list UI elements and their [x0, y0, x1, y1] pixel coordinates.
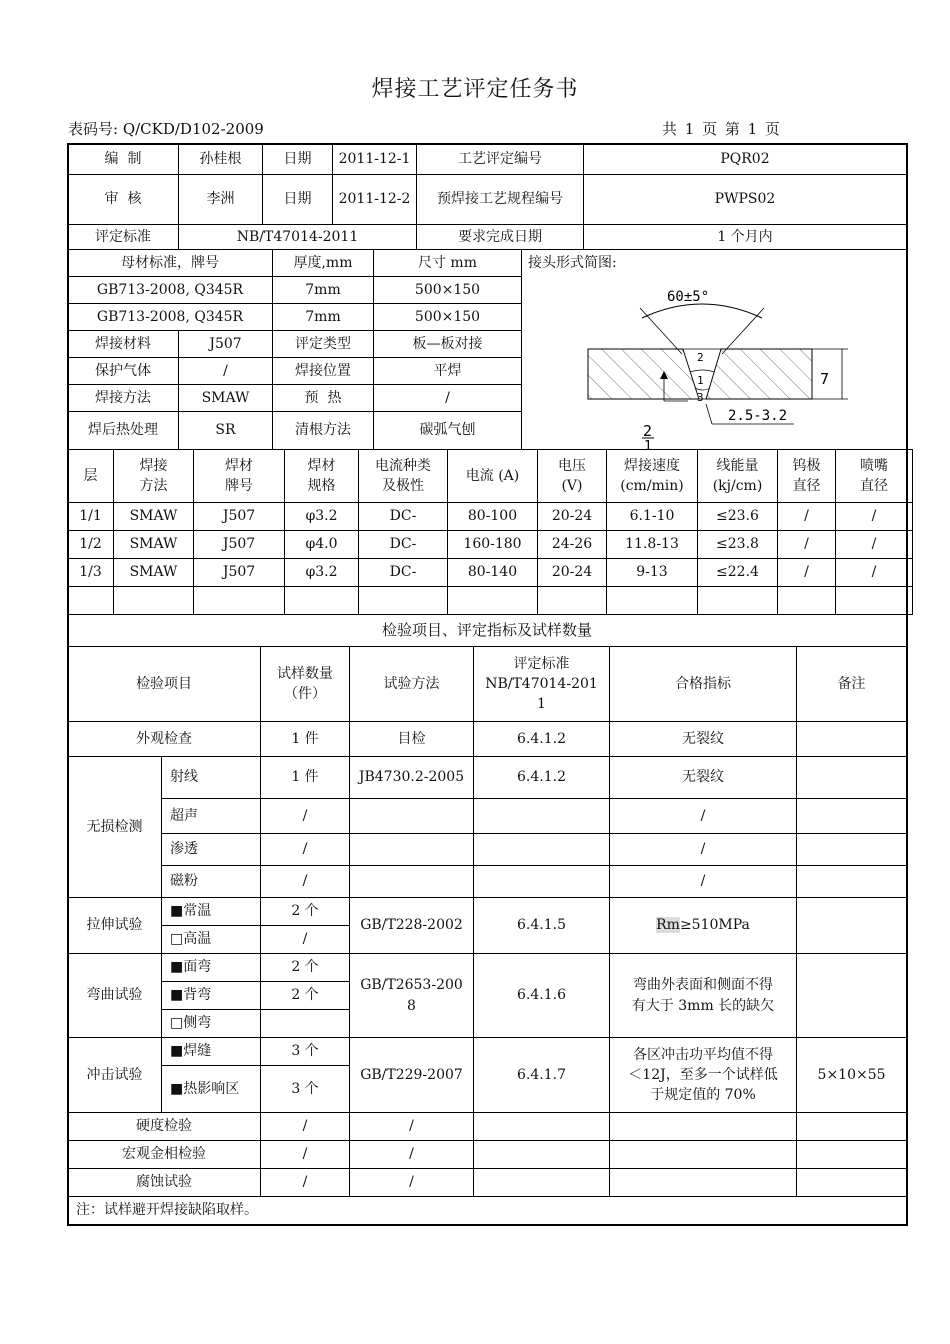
- tensile-high-option: □高温: [162, 926, 261, 954]
- unchecked-box-icon: □: [170, 931, 184, 948]
- gap-leader: [706, 404, 712, 424]
- mt-label: 磁粉: [162, 866, 261, 898]
- groove-leader-right: [722, 308, 764, 354]
- standard-label: 评定标准: [68, 225, 179, 250]
- empty-cell: [285, 587, 359, 615]
- checked-box-icon: ■: [170, 987, 184, 1004]
- impact-haz-qty: 3 个: [261, 1066, 350, 1113]
- corrosion-method: /: [350, 1169, 474, 1197]
- form-number: 表码号: Q/CKD/D102-2009: [68, 120, 264, 138]
- pass-table: [67, 449, 913, 615]
- material-header: 母材标准，牌号: [68, 250, 273, 277]
- tensile-criteria: Rm≥510MPa: [610, 898, 797, 954]
- empty-cell: [68, 587, 114, 615]
- bend-face-qty: 2 个: [261, 954, 350, 982]
- corrosion-qty: /: [261, 1169, 350, 1197]
- method-label: 焊接方法: [68, 385, 179, 412]
- impact-std: 6.4.1.7: [474, 1038, 610, 1113]
- mt-method: [350, 866, 474, 898]
- groove-leader-left: [640, 308, 682, 354]
- filler-value: J507: [179, 331, 273, 358]
- left-plate: [588, 349, 699, 399]
- layer-cell: 1/3: [68, 559, 114, 587]
- hardness-qty: /: [261, 1113, 350, 1141]
- remark-header: 备注: [797, 647, 907, 722]
- empty-cell: [797, 1113, 907, 1141]
- empty-cell: [797, 1141, 907, 1169]
- method-cell: SMAW: [114, 559, 194, 587]
- mt-std: [474, 866, 610, 898]
- brand-cell: J507: [194, 559, 285, 587]
- header-table: [67, 144, 907, 250]
- review-label: 审 核: [68, 175, 179, 225]
- review-date: 2011-12-2: [333, 175, 417, 225]
- heat-input-cell: ≤23.6: [698, 503, 778, 531]
- gas-value: /: [179, 358, 273, 385]
- position-value: 平焊: [374, 358, 522, 385]
- speed-header: 焊接速度 (cm/min): [607, 450, 698, 503]
- nozzle-header: 喷嘴 直径: [836, 450, 913, 503]
- current-cell: 80-140: [448, 559, 538, 587]
- checked-box-icon: ■: [170, 959, 184, 976]
- criteria-header: 合格指标: [610, 647, 797, 722]
- current-cell: 160-180: [448, 531, 538, 559]
- pwht-value: SR: [179, 412, 273, 450]
- tensile-remark: [797, 898, 907, 954]
- qty-header: 试样数量 （件）: [261, 647, 350, 722]
- layer-cell: 1/2: [68, 531, 114, 559]
- joint-diagram-label: 接头形式简图:: [528, 255, 617, 271]
- empty-cell: [610, 1141, 797, 1169]
- size-cell: 500×150: [374, 304, 522, 331]
- pt-label: 渗透: [162, 834, 261, 866]
- heat-input-header: 线能量 (kj/cm): [698, 450, 778, 503]
- bend-root-qty: 2 个: [261, 982, 350, 1010]
- layer-cell: 1/1: [68, 503, 114, 531]
- size-header: 尺寸 mm: [374, 250, 522, 277]
- speed-cell: 11.8-13: [607, 531, 698, 559]
- filler-label: 焊接材料: [68, 331, 179, 358]
- empty-cell: [114, 587, 194, 615]
- tensile-high-qty: /: [261, 926, 350, 954]
- backgouge-value: 碳弧气刨: [374, 412, 522, 450]
- corrosion-item: 腐蚀试验: [68, 1169, 261, 1197]
- rt-qty: 1 件: [261, 757, 350, 799]
- due-label: 要求完成日期: [417, 225, 584, 250]
- heat-input-cell: ≤22.4: [698, 559, 778, 587]
- side-bottom-text: 1: [644, 439, 652, 450]
- eval-type-label: 评定类型: [273, 331, 374, 358]
- bend-side-qty: [261, 1010, 350, 1038]
- joint-diagram-cell: [522, 250, 907, 450]
- macro-method: /: [350, 1141, 474, 1169]
- thickness-header: 厚度,mm: [273, 250, 374, 277]
- polarity-header: 电流种类 及极性: [359, 450, 448, 503]
- mt-remark: [797, 866, 907, 898]
- checked-box-icon: ■: [170, 903, 184, 920]
- voltage-cell: 24-26: [538, 531, 607, 559]
- pqr-label: 工艺评定编号: [417, 145, 584, 175]
- tungsten-cell: /: [778, 531, 836, 559]
- impact-group: 冲击试验: [68, 1038, 162, 1113]
- date-label: 日期: [263, 175, 333, 225]
- empty-cell: [474, 1141, 610, 1169]
- pt-std: [474, 834, 610, 866]
- table-row: [68, 587, 913, 615]
- method-header: 焊接 方法: [114, 450, 194, 503]
- standard-value: NB/T47014-2011: [179, 225, 417, 250]
- visual-qty: 1 件: [261, 722, 350, 757]
- document-title: 焊接工艺评定任务书: [371, 77, 579, 102]
- due-value: 1 个月内: [584, 225, 907, 250]
- gap-text: 2.5-3.2: [728, 408, 788, 424]
- voltage-header: 电压 (V): [538, 450, 607, 503]
- footnote: 注：试样避开焊接缺陷取样。: [68, 1197, 907, 1225]
- tensile-room-qty: 2 个: [261, 898, 350, 926]
- polarity-cell: DC-: [359, 503, 448, 531]
- pt-remark: [797, 834, 907, 866]
- impact-weld-qty: 3 个: [261, 1038, 350, 1066]
- bend-method: GB/T2653-200 8: [350, 954, 474, 1038]
- ut-method: [350, 799, 474, 834]
- ndt-group: 无损检测: [68, 757, 162, 898]
- thickness-text: 7: [820, 370, 830, 388]
- material-cell: GB713-2008, Q345R: [68, 277, 273, 304]
- empty-cell: [610, 1113, 797, 1141]
- joint-diagram: [522, 250, 902, 450]
- material-cell: GB713-2008, Q345R: [68, 304, 273, 331]
- date-label: 日期: [263, 145, 333, 175]
- thickness-cell: 7mm: [273, 277, 374, 304]
- method-cell: SMAW: [114, 503, 194, 531]
- pt-qty: /: [261, 834, 350, 866]
- voltage-cell: 20-24: [538, 559, 607, 587]
- empty-cell: [474, 1169, 610, 1197]
- tensile-method: GB/T228-2002: [350, 898, 474, 954]
- current-header: 电流 (A): [448, 450, 538, 503]
- tensile-group: 拉伸试验: [68, 898, 162, 954]
- inspection-section-title: 检验项目、评定指标及试样数量: [68, 615, 907, 647]
- std-header: 评定标准 NB/T47014-201 1: [474, 647, 610, 722]
- compile-label: 编 制: [68, 145, 179, 175]
- rt-method: JB4730.2-2005: [350, 757, 474, 799]
- empty-cell: [448, 587, 538, 615]
- ut-criteria: /: [610, 799, 797, 834]
- backgouge-label: 清根方法: [273, 412, 374, 450]
- page-info: 共 1 页 第 1 页: [662, 120, 780, 138]
- pwht-label: 焊后热处理: [68, 412, 179, 450]
- layer-2-label: 2: [697, 351, 704, 364]
- method-header: 试验方法: [350, 647, 474, 722]
- reviewer: 李洲: [179, 175, 263, 225]
- bend-face-option: ■面弯: [162, 954, 261, 982]
- unchecked-box-icon: □: [170, 1015, 184, 1032]
- visual-std: 6.4.1.2: [474, 722, 610, 757]
- nozzle-cell: /: [836, 531, 913, 559]
- empty-cell: [610, 1169, 797, 1197]
- tensile-std: 6.4.1.5: [474, 898, 610, 954]
- position-label: 焊接位置: [273, 358, 374, 385]
- pqr-number: PQR02: [584, 145, 907, 175]
- empty-cell: [474, 1113, 610, 1141]
- current-cell: 80-100: [448, 503, 538, 531]
- pt-method: [350, 834, 474, 866]
- ut-std: [474, 799, 610, 834]
- preheat-label: 预 热: [273, 385, 374, 412]
- ut-label: 超声: [162, 799, 261, 834]
- inspection-table: [67, 614, 907, 1225]
- spec-cell: φ4.0: [285, 531, 359, 559]
- empty-cell: [698, 587, 778, 615]
- brand-header: 焊材 牌号: [194, 450, 285, 503]
- empty-cell: [607, 587, 698, 615]
- nozzle-cell: /: [836, 503, 913, 531]
- mt-qty: /: [261, 866, 350, 898]
- layer-3-label: 3: [697, 391, 704, 404]
- visual-remark: [797, 722, 907, 757]
- tungsten-header: 钨极 直径: [778, 450, 836, 503]
- empty-cell: [359, 587, 448, 615]
- rt-criteria: 无裂纹: [610, 757, 797, 799]
- gas-label: 保护气体: [68, 358, 179, 385]
- impact-remark: 5×10×55: [797, 1038, 907, 1113]
- mt-criteria: /: [610, 866, 797, 898]
- polarity-cell: DC-: [359, 531, 448, 559]
- tungsten-cell: /: [778, 503, 836, 531]
- impact-weld-option: ■焊缝: [162, 1038, 261, 1066]
- rt-remark: [797, 757, 907, 799]
- impact-criteria: 各区冲击功平均值不得 ＜12J，至多一个试样低 于规定值的 70%: [610, 1038, 797, 1113]
- table-row: [68, 559, 913, 587]
- item-header: 检验项目: [68, 647, 261, 722]
- visual-method: 目检: [350, 722, 474, 757]
- visual-criteria: 无裂纹: [610, 722, 797, 757]
- spec-cell: φ3.2: [285, 503, 359, 531]
- speed-cell: 9-13: [607, 559, 698, 587]
- hardness-item: 硬度检验: [68, 1113, 261, 1141]
- empty-cell: [538, 587, 607, 615]
- pt-criteria: /: [610, 834, 797, 866]
- groove-angle-text: 60±5°: [667, 289, 710, 305]
- layer-1-label: 1: [697, 374, 704, 387]
- pwps-label: 预焊接工艺规程编号: [417, 175, 584, 225]
- size-cell: 500×150: [374, 277, 522, 304]
- bend-std: 6.4.1.6: [474, 954, 610, 1038]
- preheat-value: /: [374, 385, 522, 412]
- table-row: [68, 503, 913, 531]
- empty-cell: [778, 587, 836, 615]
- empty-cell: [194, 587, 285, 615]
- nozzle-cell: /: [836, 559, 913, 587]
- method-value: SMAW: [179, 385, 273, 412]
- visual-item: 外观检查: [68, 722, 261, 757]
- empty-cell: [836, 587, 913, 615]
- hardness-method: /: [350, 1113, 474, 1141]
- method-cell: SMAW: [114, 531, 194, 559]
- spec-header: 焊材 规格: [285, 450, 359, 503]
- empty-cell: [797, 1169, 907, 1197]
- macro-qty: /: [261, 1141, 350, 1169]
- bend-side-option: □侧弯: [162, 1010, 261, 1038]
- spec-cell: φ3.2: [285, 559, 359, 587]
- tungsten-cell: /: [778, 559, 836, 587]
- eval-type-value: 板—板对接: [374, 331, 522, 358]
- right-plate: [706, 349, 812, 399]
- bend-group: 弯曲试验: [68, 954, 162, 1038]
- ut-qty: /: [261, 799, 350, 834]
- brand-cell: J507: [194, 503, 285, 531]
- bend-remark: [797, 954, 907, 1038]
- impact-method: GB/T229-2007: [350, 1038, 474, 1113]
- compiler: 孙桂根: [179, 145, 263, 175]
- ut-remark: [797, 799, 907, 834]
- checked-box-icon: ■: [170, 1043, 184, 1060]
- impact-haz-option: ■热影响区: [162, 1066, 261, 1113]
- macro-item: 宏观金相检验: [68, 1141, 261, 1169]
- layer-header: 层: [68, 450, 114, 503]
- thickness-cell: 7mm: [273, 304, 374, 331]
- groove-angle-arc: [642, 304, 762, 318]
- brand-cell: J507: [194, 531, 285, 559]
- pwps-number: PWPS02: [584, 175, 907, 225]
- voltage-cell: 20-24: [538, 503, 607, 531]
- checked-box-icon: ■: [170, 1080, 184, 1097]
- heat-input-cell: ≤23.8: [698, 531, 778, 559]
- speed-cell: 6.1-10: [607, 503, 698, 531]
- bend-criteria: 弯曲外表面和侧面不得 有大于 3mm 长的缺欠: [610, 954, 797, 1038]
- tensile-room-option: ■常温: [162, 898, 261, 926]
- compile-date: 2011-12-1: [333, 145, 417, 175]
- bend-root-option: ■背弯: [162, 982, 261, 1010]
- base-material-table: [67, 249, 907, 450]
- rt-label: 射线: [162, 757, 261, 799]
- table-row: [68, 531, 913, 559]
- rt-std: 6.4.1.2: [474, 757, 610, 799]
- side-top-text: 2: [643, 422, 653, 440]
- polarity-cell: DC-: [359, 559, 448, 587]
